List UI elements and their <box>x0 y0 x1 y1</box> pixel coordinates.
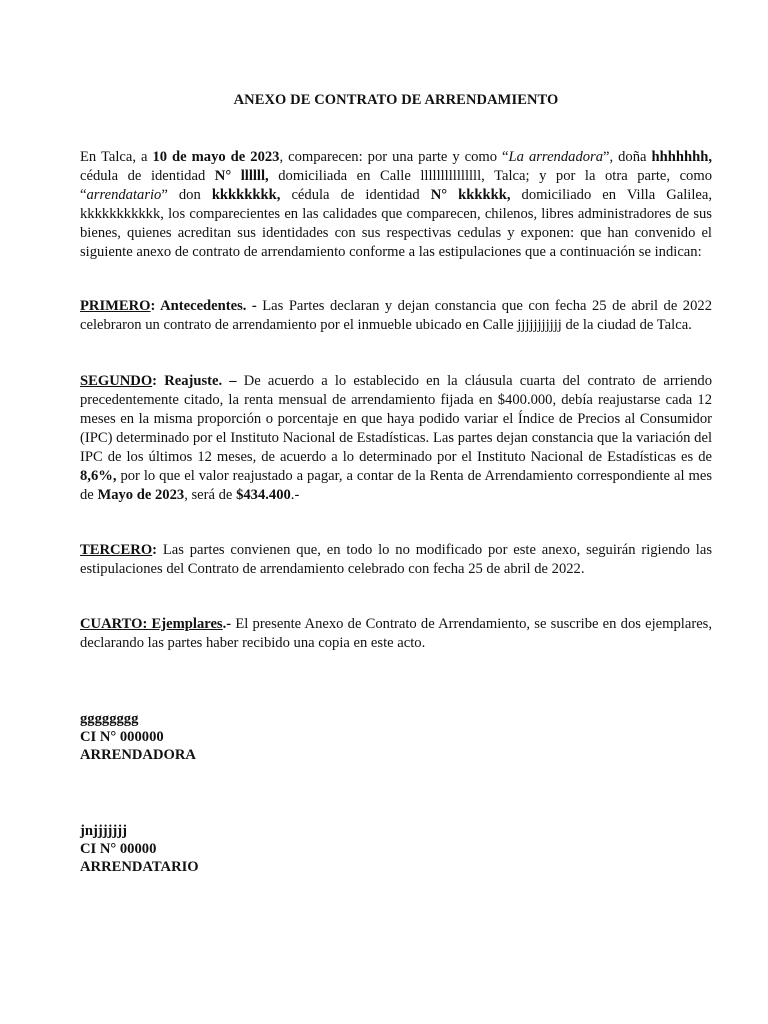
signature-name: gggggggg <box>80 711 139 727</box>
intro-text-7: cédula de identidad <box>280 187 431 203</box>
clause-segundo <box>80 372 712 505</box>
clause-cuarto-sep: .- <box>222 616 232 632</box>
clause-segundo-heading: Reajuste <box>164 373 219 389</box>
signature-ci: CI N° 00000 <box>80 841 157 857</box>
arrendadora-name: hhhhhhh, <box>651 149 712 165</box>
intro-paragraph <box>80 148 712 262</box>
clause-cuarto-colon: : <box>142 616 152 632</box>
clause-cuarto <box>80 615 712 653</box>
clause-tercero-label: TERCERO <box>80 542 153 558</box>
intro-text-4: cédula de identidad <box>80 168 215 184</box>
ipc-percentage: 8,6%, <box>80 468 117 484</box>
clause-primero-sep: . - <box>242 298 263 314</box>
clause-tercero <box>80 541 712 579</box>
signature-role: ARRENDATARIO <box>80 859 199 875</box>
reajuste-amount: $434.400 <box>236 487 291 503</box>
intro-text-1: En Talca, a <box>80 149 153 165</box>
clause-primero <box>80 297 712 335</box>
signature-name: jnjjjjjjj <box>80 823 127 839</box>
arrendatario-role: arrendatario <box>86 187 162 203</box>
document-title: ANEXO DE CONTRATO DE ARRENDAMIENTO <box>233 92 559 108</box>
clause-tercero-text: Las partes convienen que, en todo lo no modificado por este anexo, seguirán rigiendo las estipulaciones del Contrato de arrendamiento celebrado con fecha 25 de abril de 2022. <box>80 542 712 577</box>
clause-segundo-text-2: por lo que el valor reajustado a pagar, a contar de la Renta de Arrendamiento correspondiente al mes de <box>80 468 712 503</box>
reajuste-month: Mayo de 2023 <box>97 487 185 503</box>
clause-segundo-sep: . – <box>218 373 244 389</box>
arrendatario-ci: N° kkkkkk, <box>430 187 511 203</box>
intro-text-8: domiciliado en Villa Galilea, kkkkkkkkkkk, los comparecientes en las calidades que comparecen, chilenos, libres administradores de sus bienes, quienes acreditan sus identidades con sus respectivas cedulas y exponen: que han convenido el siguiente anexo de contrato de arrendamiento conforme a las estipulaciones que a continuación se indican: <box>80 187 712 260</box>
clause-primero-text: Las Partes declaran y dejan constancia que con fecha 25 de abril de 2022 celebraron un contrato de arrendamiento por el inmueble ubicado en Calle jjjjjjjjjjj de la ciudad de Talca. <box>80 298 712 333</box>
arrendadora-ci: N° llllll, <box>214 168 269 184</box>
signature-block-arrendadora <box>80 710 196 764</box>
clause-primero-label: PRIMERO <box>80 298 151 314</box>
clause-cuarto-label: CUARTO <box>80 616 143 632</box>
intro-text-2: , comparecen: por una parte y como “ <box>279 149 509 165</box>
clause-primero-colon: : <box>150 298 161 314</box>
arrendatario-name: kkkkkkkk, <box>211 187 281 203</box>
clause-cuarto-heading: Ejemplares <box>151 616 223 632</box>
clause-primero-heading: Antecedentes <box>160 298 243 314</box>
contract-date: 10 de mayo de 2023 <box>152 149 280 165</box>
clause-segundo-text-4: .- <box>290 487 300 503</box>
signature-block-arrendatario <box>80 822 199 876</box>
clause-segundo-text-1: De acuerdo a lo establecido en la cláusula cuarta del contrato de arriendo precedentemente citado, la renta mensual de arrendamiento fijada en $400.000, debía reajustarse cada 12 meses en la misma proporción o porcentaje en que haya podido variar el Índice de Precios al Consumidor (IPC) determinado por el Instituto Nacional de Estadísticas. Las partes dejan constancia que la variación del IPC de los últimos 12 meses, de acuerdo a lo determinado por el Instituto Nacional de Estadísticas es de <box>80 373 712 465</box>
clause-segundo-colon: : <box>152 373 165 389</box>
arrendadora-role: La arrendadora <box>508 149 604 165</box>
intro-text-5: domiciliada en Calle lllllllllllllll, Talca; y por la otra parte, como “ <box>80 168 713 203</box>
clause-segundo-label: SEGUNDO <box>80 373 153 389</box>
intro-text-3: ”, doña <box>603 149 652 165</box>
clause-cuarto-text: El presente Anexo de Contrato de Arrendamiento, se suscribe en dos ejemplares, declarando las partes haber recibido una copia en este acto. <box>80 616 713 651</box>
signature-role: ARRENDADORA <box>80 747 196 763</box>
signature-ci: CI N° 000000 <box>80 729 164 745</box>
clause-tercero-colon: : <box>152 542 163 558</box>
intro-text-6: ” don <box>161 187 212 203</box>
clause-segundo-text-3: , será de <box>184 487 237 503</box>
